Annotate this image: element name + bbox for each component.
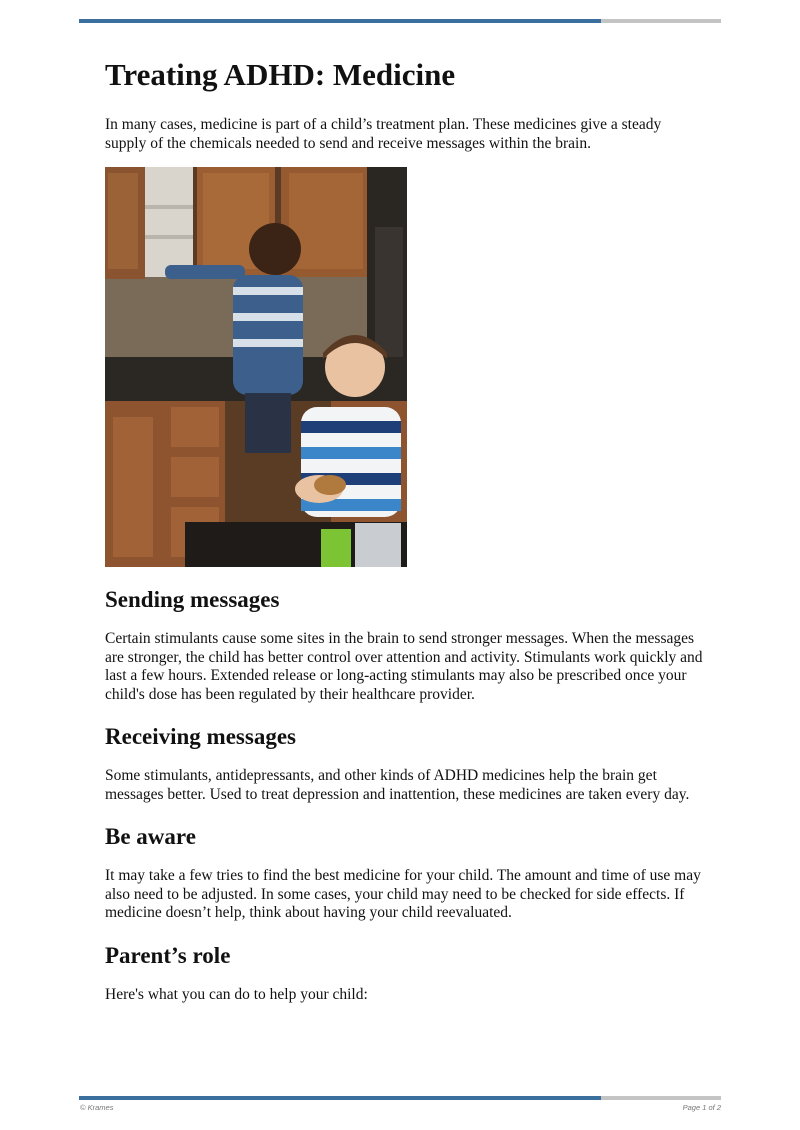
- section-body-sending-messages: Certain stimulants cause some sites in the brain to send stronger messages. When the messages are stronger, the child has better control over attention and activity. Stimulants work quickly and last a few hours. Extended release or long-acting stimulants may also be prescribed once your child's dose has been regulated by their healthcare provider.: [105, 630, 703, 703]
- section-body-parents-role: Here's what you can do to help your child:: [105, 985, 368, 1003]
- section-heading-parents-role: Parent’s role: [105, 942, 231, 968]
- top-rule-gray: [601, 19, 721, 23]
- kitchen-photo: [105, 167, 407, 567]
- footer-copyright: © Krames: [80, 1103, 114, 1112]
- bottom-rule-accent: [79, 1096, 601, 1100]
- section-heading-receiving-messages: Receiving messages: [105, 724, 296, 749]
- section-heading-be-aware: Be aware: [105, 824, 196, 849]
- top-rule: [79, 19, 721, 23]
- document-body: [105, 54, 705, 1004]
- section-body-be-aware: It may take a few tries to find the best medicine for your child. The amount and time of use may also need to be adjusted. In some cases, your child may need to be checked for side effects. If medicine doesn’t help, think about having your child reevaluated.: [105, 867, 701, 921]
- bottom-rule: [79, 1096, 721, 1100]
- top-rule-accent: [79, 19, 601, 23]
- bottom-rule-gray: [601, 1096, 721, 1100]
- page-title: Treating ADHD: Medicine: [105, 57, 456, 92]
- intro-paragraph: In many cases, medicine is part of a child’s treatment plan. These medicines give a steady supply of the chemicals needed to send and receive messages within the brain.: [105, 116, 662, 152]
- section-heading-sending-messages: Sending messages: [105, 587, 280, 612]
- footer-page-number: Page 1 of 2: [682, 1103, 721, 1112]
- section-body-receiving-messages: Some stimulants, antidepressants, and other kinds of ADHD medicines help the brain get messages better. Used to treat depression and inattention, these medicines are taken every day.: [105, 767, 690, 803]
